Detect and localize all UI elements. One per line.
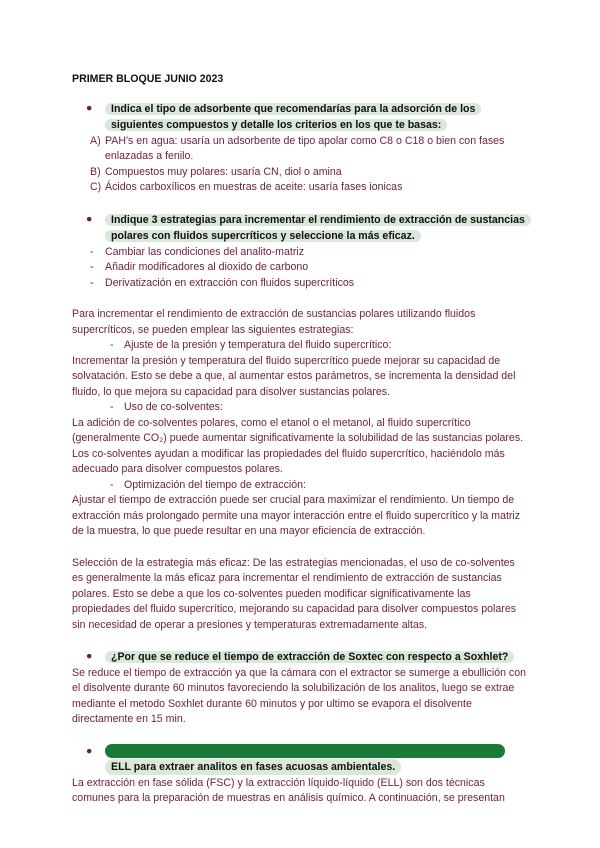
list-item: A) PAH's en agua: usaría un adsorbente de tipo apolar como C8 o C18 o bien con fases enlazadas a fenilo. [90, 134, 505, 162]
bullet-icon: ● [86, 101, 93, 114]
question-3-text: ¿Por que se reduce el tiempo de extracción de Soxtec con respecto a Soxhlet? [105, 651, 514, 663]
question-4-answer: La extracción en fase sólida (FSC) y la extracción líquido-líquido (ELL) son dos técnicas comunes para la preparación de muestras en análisis químico. A continuación, se presentan [72, 776, 505, 804]
strategy-heading: - Ajuste de la presión y temperatura del fluido supercrítico: [110, 339, 392, 351]
page-title: PRIMER BLOQUE JUNIO 2023 [72, 73, 224, 85]
strategy-body: La adición de co-solventes polares, como el etanol o el metanol, al fluido supercrítico (generalmente CO₂) puede aumentar significativamente la solubilidad de las sustancias polares. Los co-solventes ayudan a modificar las propiedades del fluido supercrítico, haciéndolo más adecuado para disolver compuestos polares. [72, 416, 524, 475]
question-2-answers [72, 245, 528, 292]
redacted-highlight [105, 744, 505, 758]
question-1-text: Indica el tipo de adsorbente que recomendarías para la adsorción de los siguientes compuestos y detalle los criterios en los que te basas: [105, 103, 481, 132]
strategy-heading: - Uso de co-solventes: [110, 401, 223, 413]
strategy-body: Ajustar el tiempo de extracción puede ser crucial para maximizar el rendimiento. Un tiempo de extracción más prolongado permite una mayor interacción entre el fluido supercrítico y la matriz de la muestra, lo que puede resultar en una mayor eficiencia de extracción. [72, 494, 521, 537]
question-3-answer: Se reduce el tiempo de extracción ya que la cámara con el extractor se sumerge a ebullición con el disolvente durante 60 minutos favoreciendo la solubilización de los analitos, luego se extrae mediante el metodo Soxhlet durante 60 minutos y por ultimo se evapora el disolvente directamente en 15 min. [72, 666, 527, 725]
question-2 [72, 212, 528, 245]
list-item: - Derivatización en extracción con fluidos supercríticos [90, 276, 355, 289]
question-1-answers [72, 134, 528, 196]
strategies-intro: Para incrementar el rendimiento de extracción de sustancias polares utilizando fluidos supercríticos, se pueden emplear las siguientes estrategias: [72, 308, 476, 336]
strategy-heading: - Optimización del tiempo de extracción: [110, 478, 306, 491]
bullet-icon: ● [86, 650, 93, 662]
question-4 [72, 744, 528, 776]
bullet-icon: ● [86, 212, 93, 225]
document-page [72, 72, 528, 807]
strategy-selection: Selección de la estrategia más eficaz: De las estrategias mencionadas, el uso de co-solventes es generalmente la más eficaz para incrementar el rendimiento de extracción de sustancias polares. Esto se debe a que los co-solventes pueden modificar significativamente las propiedades del fluido supercrítico, mejorando su capacidad para disolver compuestos polares sin necesidad de operar a presiones y temperaturas extremadamente altas. [72, 556, 517, 631]
list-item: - Cambiar las condiciones del analito-matriz [90, 245, 305, 258]
question-2-text: Indique 3 estrategias para incrementar el rendimiento de extracción de sustancias polares con fluidos supercríticos y seleccione la más eficaz. [105, 214, 531, 243]
list-item: - Añadir modificadores al dioxido de carbono [90, 261, 309, 273]
question-3 [72, 649, 528, 666]
strategy-body: Incrementar la presión y temperatura del fluido supercrítico puede mejorar su capacidad de solvatación. Esto se debe a que, al aumentar estos parámetros, se incrementa la densidad del fluido, lo que mejora su capacidad para disolver sustancias polares. [72, 354, 516, 398]
list-item: C) Ácidos carboxílicos en muestras de aceite: usaría fases ionicas [90, 181, 403, 193]
bullet-icon: ● [86, 744, 93, 757]
list-item: B) Compuestos muy polares: usaría CN, diol o amina [90, 165, 342, 178]
question-1 [72, 101, 528, 134]
question-4-text: ELL para extraer analitos en fases acuosas ambientales. [105, 759, 401, 775]
